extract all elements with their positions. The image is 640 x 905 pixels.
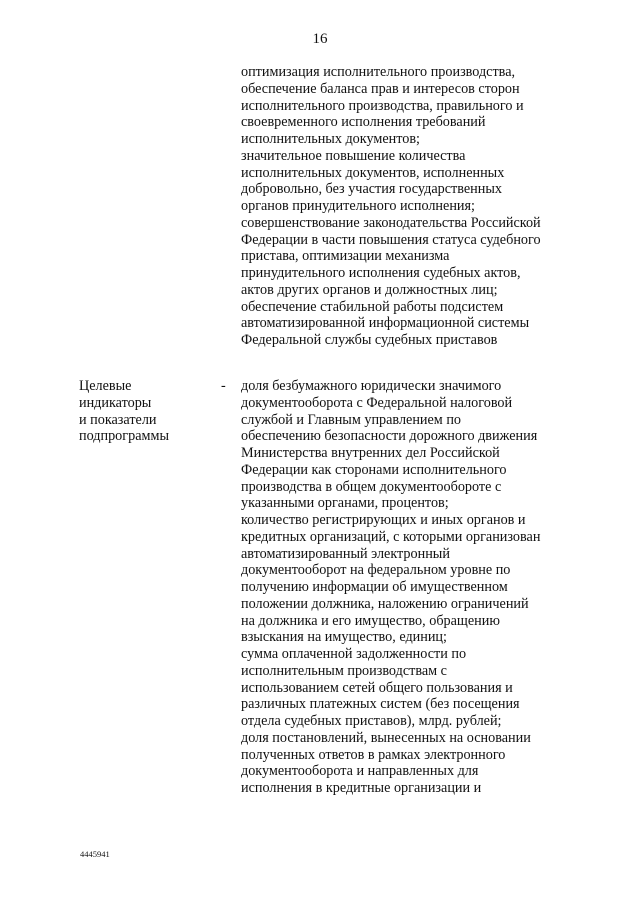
- text-line: на должника и его имущество, обращению: [241, 612, 500, 629]
- text-line: полученных ответов в рамках электронного: [241, 746, 506, 763]
- section-label-line: Целевые: [79, 378, 132, 394]
- text-line: кредитных организаций, с которыми организован: [241, 528, 541, 545]
- text-line: принудительного исполнения судебных актов,: [241, 265, 521, 281]
- text-line: обеспечению безопасности дорожного движения: [241, 428, 538, 445]
- section-dash: -: [221, 378, 226, 394]
- text-line: автоматизированной информационной системы: [241, 315, 530, 332]
- text-line: получению информации об имущественном: [241, 579, 508, 595]
- text-line: добровольно, без участия государственных: [241, 181, 502, 198]
- text-line: актов других органов и должностных лиц;: [241, 281, 498, 298]
- text-line: отдела судебных приставов), млрд. рублей;: [241, 713, 502, 729]
- indicators-text-block: [241, 378, 581, 797]
- text-line: пристава, оптимизации механизма: [241, 248, 450, 265]
- text-line: доля безбумажного юридически значимого: [241, 378, 502, 394]
- text-line: службой и Главным управлением по: [241, 411, 462, 428]
- section-label-line: и показатели: [79, 411, 157, 428]
- text-line: исполнительного производства, правильного и: [241, 97, 524, 114]
- text-line: взыскания на имущество, единиц;: [241, 629, 447, 646]
- text-line: исполнительных документов, исполненных: [241, 164, 505, 181]
- text-line: обеспечение стабильной работы подсистем: [241, 298, 504, 315]
- text-line: различных платежных систем (без посещения: [241, 696, 520, 713]
- text-line: документооборот на федеральном уровне по: [241, 562, 511, 579]
- section-label-line: индикаторы: [79, 394, 152, 411]
- text-line: автоматизированный электронный: [241, 545, 450, 562]
- text-line: сумма оплаченной задолженности по: [241, 646, 467, 662]
- text-line: производства в общем документообороте с: [241, 478, 502, 495]
- text-line: документооборота с Федеральной налоговой: [241, 394, 513, 411]
- text-line: использованием сетей общего пользования и: [241, 679, 513, 696]
- text-line: указанными органами, процентов;: [241, 495, 449, 512]
- text-line: исполнительным производствам с: [241, 662, 447, 679]
- text-line: совершенствование законодательства Российской: [241, 214, 541, 231]
- text-line: количество регистрирующих и иных органов и: [241, 512, 526, 528]
- text-line: положении должника, наложению ограничений: [241, 595, 529, 612]
- text-line: оптимизация исполнительного производства,: [241, 64, 516, 80]
- text-line: обеспечение баланса прав и интересов сторон: [241, 80, 520, 97]
- text-line: Федерации в части повышения статуса судебного: [241, 231, 541, 248]
- text-line: Министерства внутренних дел Российской: [241, 445, 500, 461]
- text-line: доля постановлений, вынесенных на основании: [241, 729, 531, 746]
- text-line: исполнительных документов;: [241, 131, 420, 147]
- section-label: [79, 378, 219, 445]
- document-id: 4445941: [80, 849, 110, 859]
- page-number: 16: [312, 31, 328, 47]
- text-line: органов принудительного исполнения;: [241, 198, 475, 214]
- text-line: своевременного исполнения требований: [241, 114, 486, 131]
- text-line: Федеральной службы судебных приставов: [241, 332, 498, 348]
- text-line: исполнения в кредитные организации и: [241, 780, 482, 796]
- text-line: Федерации как сторонами исполнительного: [241, 461, 507, 478]
- goals-text-block: [241, 64, 581, 349]
- text-line: документооборота и направленных для: [241, 763, 479, 780]
- section-label-line: подпрограммы: [79, 428, 169, 445]
- text-line: значительное повышение количества: [241, 147, 466, 164]
